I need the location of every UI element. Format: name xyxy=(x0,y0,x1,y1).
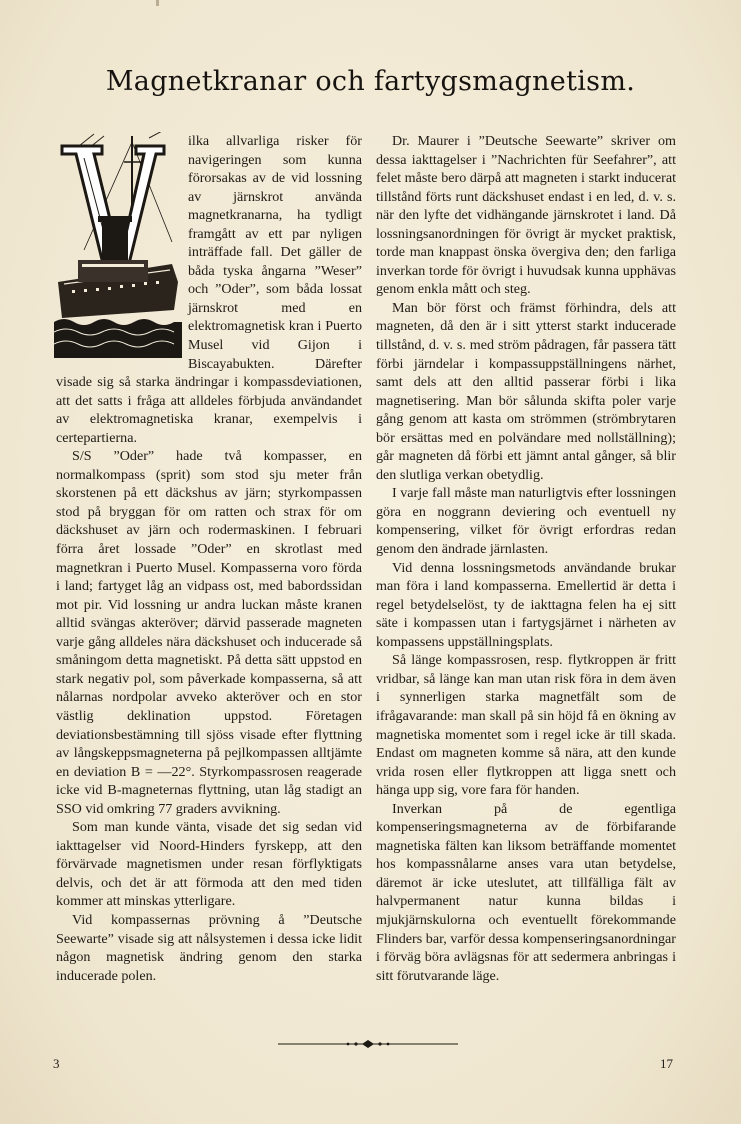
paragraph-left-3: Som man kunde vänta, visade det sig sedan vid iakttagelser vid Noord-Hinders fyrskepp, att den förvärvade magnetismen under resan förflyktigats delvis, och det är att förmoda att den med tiden kommer att minskas ytterligare. xyxy=(56,819,362,910)
paragraph-left-1: ilka allvarliga risker för navigeringen som kunna förorsakas av de vid lossning av järnskrot använda magnetkranarna, ha tydligt framgått av ett par nyligen inträffade fall. Det gäller de båda tyska ångarna ”Weser” och ”Oder”, som båda lossat järnskrot med en elektromagnetisk kran i Puerto Musel vid Gijon i Biscayabukten. Därefter visade sig så starka ändringar i kompassdeviationen, att det satts i fråga att alldeles förbjuda användandet av elektromagnetiska kranar, exempelvis i certepartierna. xyxy=(56,133,362,446)
dropcap-ship-illustration xyxy=(54,132,182,358)
paragraph-right-5: Så länge kompassrosen, resp. flytkroppen är fritt vridbar, så länge kan man utan risk föra in dem även i synnerligen starka magnetfält som de ifrågavarande: man skall på sin höjd få en ökning av magnetiska momentet som i regel icke är till skada. Endast om magneten komme så nära, att den kunde vrida rosen eller flytkroppen att ligga snett och hänga upp sig, vore fara för handen. xyxy=(376,652,676,799)
paragraph-right-2: Man bör först och främst förhindra, dels att magneten, då den är i sitt ytterst starkt inducerade tillstånd, d. v. s. med ström pådragen, får passera tätt förbi järndelar i kompassuppställningens närhet, samt dels att den alltid passerar förbi i lika magnetisering. Man bör sålunda skifta poler varje gång genom att kasta om strömmen (strömbrytaren bör ersättas med en polvändare med nollställning); går magneten då förbi ett jämnt antal gånger, så blir den slutliga verkan obetydlig. xyxy=(376,299,676,483)
edge-mark xyxy=(156,0,159,6)
ornamental-rule xyxy=(278,1039,458,1049)
paragraph-left-2: S/S ”Oder” hade två kompasser, en normalkompass (sprit) som stod sju meter från skorstenen på ett däckshus av järn; styrkompassen stod på bryggan för om ratten och strax för om däckshuset av järn och rodermaskinen. I februari förra året lossade ”Oder” en skrotlast med magnetkran i Puerto Musel. Kompasserna voro förda i land; fartyget låg an vidpass ost, med babordssidan mot pir. Vid lossning ur andra luckan måste kranen alltid svängas akteröver; därvid passerade magneten varje gång alldeles nära däckshuset och inducerade så småningom detta magnetiskt. På detta sätt uppstod en stark negativ pol, som påverkade kompasserna, så att nålarnas nordpolar avveko akteröver och en stor västlig deklination uppstod. Företagen deviationsbestämning till sjöss visade efter flyttning av långskeppsmagneterna på pejlkompassen alltjämte en deviation B = —22°. Styrkompassrosen reagerade icke vid B-magneternas flyttning, utan låg stadigt an SSO vid omkring 77 graders avvikning. xyxy=(56,448,362,817)
right-column xyxy=(376,132,676,985)
left-column xyxy=(56,132,362,985)
article-title: Magnetkranar och fartygsmagnetism. xyxy=(105,66,636,97)
page-number-right: 17 xyxy=(660,1056,673,1071)
paragraph-left-4: Vid kompassernas prövning å ”Deutsche Seewarte” visade sig att nålsystemen i dessa icke lidit någon magnetisk ändring genom den starka inducerade polen. xyxy=(56,911,362,984)
page-number-left: 3 xyxy=(53,1056,60,1071)
paragraph-right-3: I varje fall måste man naturligtvis efter lossningen göra en noggrann deviering och eventuell ny kompensering, vilket för övrigt erfordras redan genom den ändrade järnlasten. xyxy=(376,485,676,558)
paragraph-right-6: Inverkan på de egentliga kompenseringsmagneterna av de förbifarande magnetiska fälten kan liksom beträffande momentet hos kompassnålarne anses vara utan betydelse, däremot är icke uteslutet, att tillfälliga fält av halvpermanent natur kunna bildas i mjukjärnskulorna och eventuellt förekommande Flinders bar, varför dessa kompenseringsanordningar i förväg böra avlägsnas för att sedermera anbringas i sitt förutvarande läge. xyxy=(376,800,676,984)
paragraph-right-1: Dr. Maurer i ”Deutsche Seewarte” skriver om dessa iakttagelser i ”Nachrichten für Seefahrer”, att felet måste bero därpå att magneten i starkt inducerat tillstånd förts runt däckshuset endast i en led, d. v. s. när den lyfte det vidhängande järnskrotet i land. Då lossningsanordningen för övrigt är mycket praktisk, torde man knappast önska övergiva den; den farliga inverkan torde för övrigt i huvudsak kunna upphävas genom enkla mått och steg. xyxy=(376,133,676,298)
paragraph-right-4: Vid denna lossningsmetods användande brukar man föra i land kompasserna. Emellertid är detta i regel betydelselöst, ty de iakttagna felen ha ej sitt säte i kompassen utan i fartygsjärnet i närheten av kompassens uppställningsplats. xyxy=(376,559,676,650)
